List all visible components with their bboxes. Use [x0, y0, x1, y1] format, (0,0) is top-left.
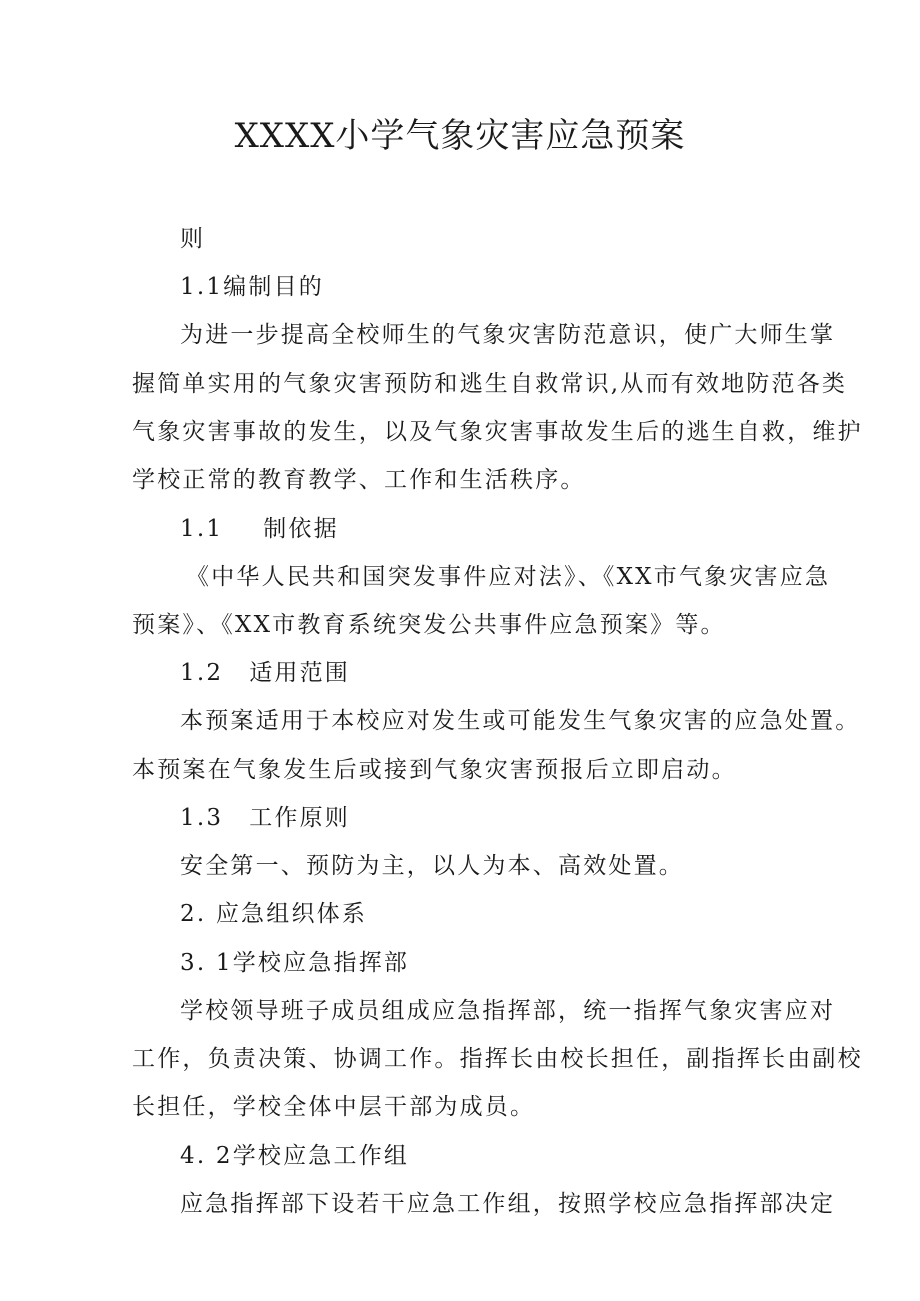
- paragraph-line: 本预案在气象发生后或接到气象灾害预报后立即启动。: [132, 757, 737, 783]
- section-heading-principles: [180, 801, 860, 835]
- section-heading-command: 3. 1学校应急指挥部: [180, 950, 410, 976]
- section-label: 制依据: [263, 516, 339, 542]
- paragraph-line: 预案》、《XX市教育系统突发公共事件应急预案》等。: [132, 612, 726, 638]
- section-label: 工作原则: [249, 805, 350, 831]
- paragraph-line: 为进一步提高全校师生的气象灾害防范意识，使广大师生掌: [180, 322, 836, 348]
- section-heading-organization: 2. 应急组织体系: [180, 901, 368, 927]
- document-title: XXXX小学气象灾害应急预案: [234, 116, 686, 156]
- paragraph-line: 握简单实用的气象灾害预防和逃生自救常识,从而有效地防范各类: [132, 371, 848, 397]
- section-heading-basis: [180, 512, 860, 546]
- paragraph-line: 工作，负责决策、协调工作。指挥长由校长担任，副指挥长由副校: [132, 1046, 863, 1072]
- section-heading-scope: [180, 656, 860, 690]
- section-number: 1.2: [180, 660, 224, 686]
- section-number: 1.1: [180, 516, 224, 542]
- paragraph-line: 本预案适用于本校应对发生或可能发生气象灾害的应急处置。: [180, 708, 861, 734]
- section-number: 1.3: [180, 805, 224, 831]
- section-heading-general: 则: [180, 226, 206, 252]
- paragraph-line: 学校领导班子成员组成应急指挥部，统一指挥气象灾害应对: [180, 998, 836, 1024]
- section-heading-workgroup: 4. 2学校应急工作组: [180, 1143, 410, 1169]
- section-label: 适用范围: [249, 660, 350, 686]
- paragraph-line: 安全第一、预防为主，以人为本、高效处置。: [180, 853, 684, 879]
- paragraph-line: 应急指挥部下设若干应急工作组，按照学校应急指挥部决定: [180, 1191, 836, 1217]
- section-heading-purpose: 1.1编制目的: [180, 274, 324, 300]
- paragraph-line: 学校正常的教育教学、工作和生活秩序。: [132, 467, 586, 493]
- paragraph-line: 气象灾害事故的发生，以及气象灾害事故发生后的逃生自救，维护: [132, 419, 863, 445]
- paragraph-line: 长担任，学校全体中层干部为成员。: [132, 1094, 536, 1120]
- paragraph-line: 《中华人民共和国突发事件应对法》、《XX市气象灾害应急: [186, 564, 831, 590]
